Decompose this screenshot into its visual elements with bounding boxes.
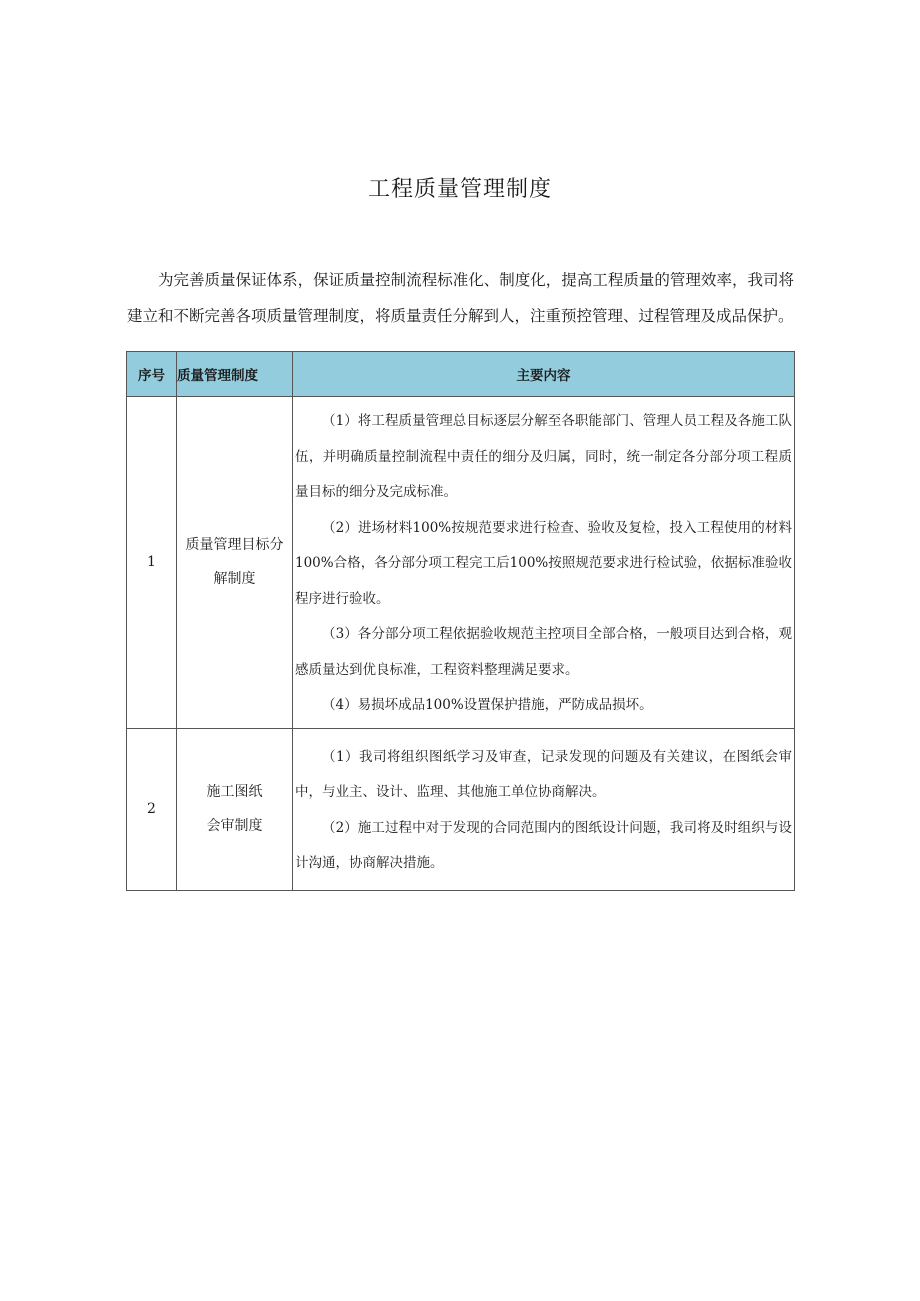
content-paragraph: （3）各分部分项工程依据验收规范主控项目全部合格，一般项目达到合格，观感质量达到优良标准，工程资料整理满足要求。 xyxy=(295,626,792,678)
content-paragraph: （2）施工过程中对于发现的合同范围内的图纸设计问题，我司将及时组织与设计沟通，协商解决措施。 xyxy=(295,819,792,871)
regulation-name xyxy=(177,728,293,890)
regulation-name xyxy=(177,397,293,729)
intro-paragraph: 为完善质量保证体系，保证质量控制流程标准化、制度化，提高工程质量的管理效率，我司将建立和不断完善各项质量管理制度，将质量责任分解到人，注重预控管理、过程管理及成品保护。 xyxy=(127,270,794,325)
content-paragraph: （1）将工程质量管理总目标逐层分解至各职能部门、管理人员工程及各施工队伍，并明确质量控制流程中责任的细分及归属，同时，统一制定各分部分项工程质量目标的细分及完成标准。 xyxy=(295,413,792,500)
regulation-name-line: 解制度 xyxy=(213,571,256,588)
regulation-name-line: 施工图纸 xyxy=(206,784,263,800)
content-paragraph: （2）进场材料100%按规范要求进行检查、验收及复检，投入工程使用的材料100%合格，各分部分项工程完工后100%按照规范要求进行检试验，依据标准验收程序进行验收。 xyxy=(295,519,792,607)
content-paragraph: （4）易损坏成品100%设置保护措施，严防成品损坏。 xyxy=(322,697,653,713)
header-no: 序号 xyxy=(127,352,177,397)
header-content: 主要内容 xyxy=(293,352,795,397)
row-number: 2 xyxy=(127,728,177,890)
table-header-row xyxy=(127,352,795,397)
regulation-content xyxy=(293,397,795,729)
regulation-name-line: 会审制度 xyxy=(206,818,263,834)
document-title: 工程质量管理制度 xyxy=(367,177,552,202)
row-number: 1 xyxy=(127,397,177,729)
table-row xyxy=(127,397,795,729)
table-row xyxy=(127,728,795,890)
regulation-content xyxy=(293,728,795,890)
regulation-name-line: 质量管理目标分 xyxy=(185,537,284,554)
header-name: 质量管理制度 xyxy=(177,352,293,397)
quality-management-table xyxy=(126,351,795,891)
content-paragraph: （1）我司将组织图纸学习及审查，记录发现的问题及有关建议，在图纸会审中，与业主、设计、监理、其他施工单位协商解决。 xyxy=(295,748,792,800)
